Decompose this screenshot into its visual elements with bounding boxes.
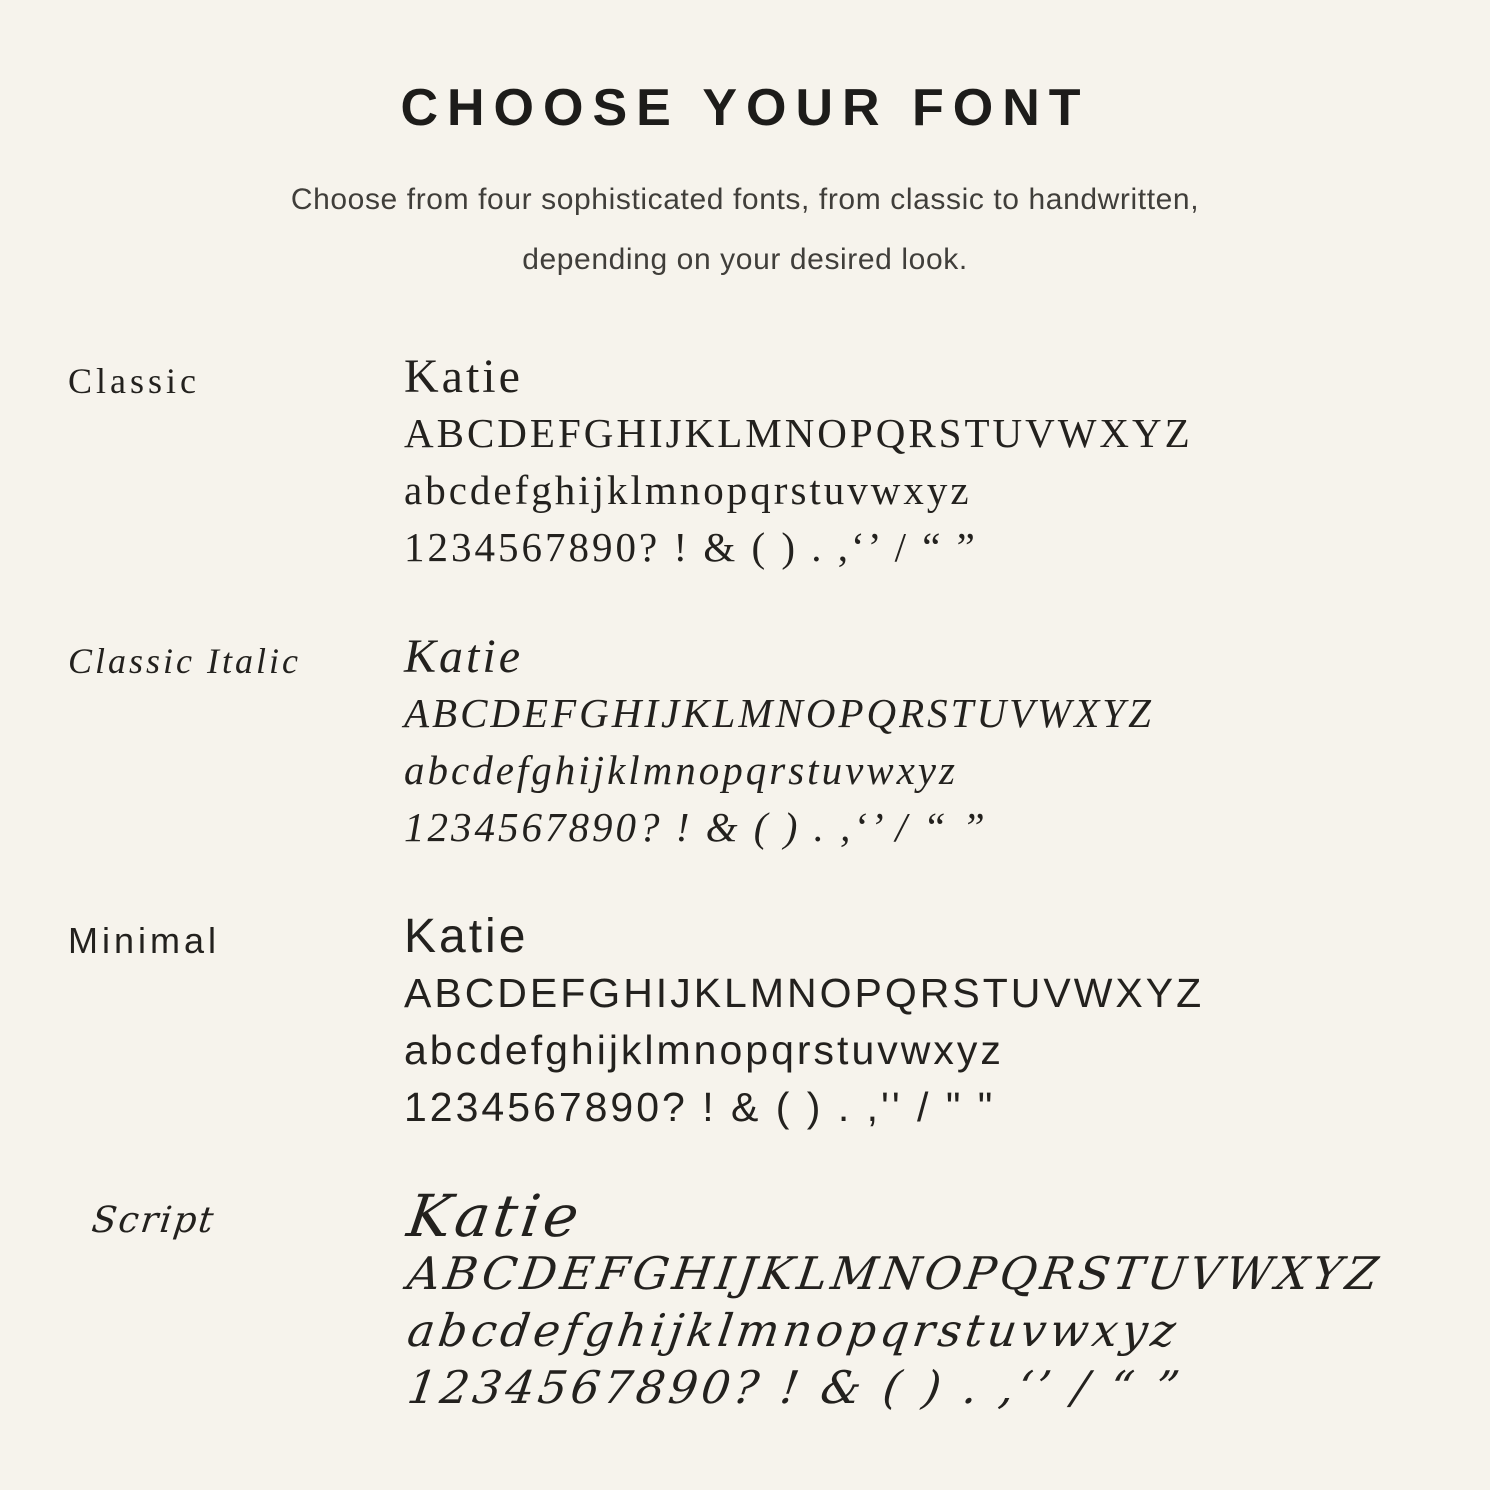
specimen-script: [403, 1182, 1490, 1416]
specimen-numerals: 1234567890? ! & ( ) . ,‘’ / “ ”: [404, 524, 978, 570]
row-label-classic: Classic: [68, 361, 200, 401]
specimen-classic: [404, 348, 1490, 576]
specimen-row-minimal: [0, 908, 1490, 1136]
specimen-lowercase: abcdefghijklmnopqrstuvwxyz: [404, 1304, 1183, 1357]
page-title: CHOOSE YOUR FONT: [400, 79, 1090, 137]
page-subtitle-line1: Choose from four sophisticated fonts, from classic to handwritten,: [290, 183, 1200, 216]
row-label-script: Script: [89, 1200, 218, 1241]
page-subtitle: [0, 170, 1490, 290]
header: [0, 0, 1490, 290]
specimen-lowercase: abcdefghijklmnopqrstuvwxyz: [404, 1027, 1004, 1073]
specimen-uppercase: ABCDEFGHIJKLMNOPQRSTUVWXYZ: [404, 410, 1193, 456]
row-label-minimal: Minimal: [68, 920, 221, 961]
specimen-row-classic-italic: [0, 628, 1490, 856]
specimen-name: Katie: [404, 910, 529, 963]
specimen-numerals: 1234567890? ! & ( ) . ,‘’ / “ ”: [404, 1361, 1187, 1414]
specimen-name: Katie: [404, 630, 523, 683]
specimen-name: Katie: [403, 1182, 587, 1250]
font-specimen-list: [0, 348, 1490, 1416]
specimen-classic-italic: [404, 628, 1490, 856]
specimen-row-script: [0, 1182, 1490, 1416]
specimen-minimal: [404, 908, 1490, 1136]
specimen-numerals: 1234567890? ! & ( ) . ,'' / " ": [404, 1084, 996, 1130]
specimen-lowercase: abcdefghijklmnopqrstuvwxyz: [404, 747, 958, 793]
specimen-uppercase: ABCDEFGHIJKLMNOPQRSTUVWXYZ: [404, 690, 1154, 736]
specimen-row-classic: [0, 348, 1490, 576]
specimen-uppercase: ABCDEFGHIJKLMNOPQRSTUVWXYZ: [404, 970, 1205, 1016]
specimen-numerals: 1234567890? ! & ( ) . ,‘’ / “ ”: [404, 804, 988, 850]
page-subtitle-line2: depending on your desired look.: [522, 243, 968, 276]
specimen-uppercase: ABCDEFGHIJKLMNOPQRSTUVWXYZ: [404, 1247, 1386, 1300]
row-label-classic-italic: Classic Italic: [68, 641, 301, 681]
specimen-lowercase: abcdefghijklmnopqrstuvwxyz: [404, 467, 972, 513]
specimen-name: Katie: [404, 350, 523, 403]
